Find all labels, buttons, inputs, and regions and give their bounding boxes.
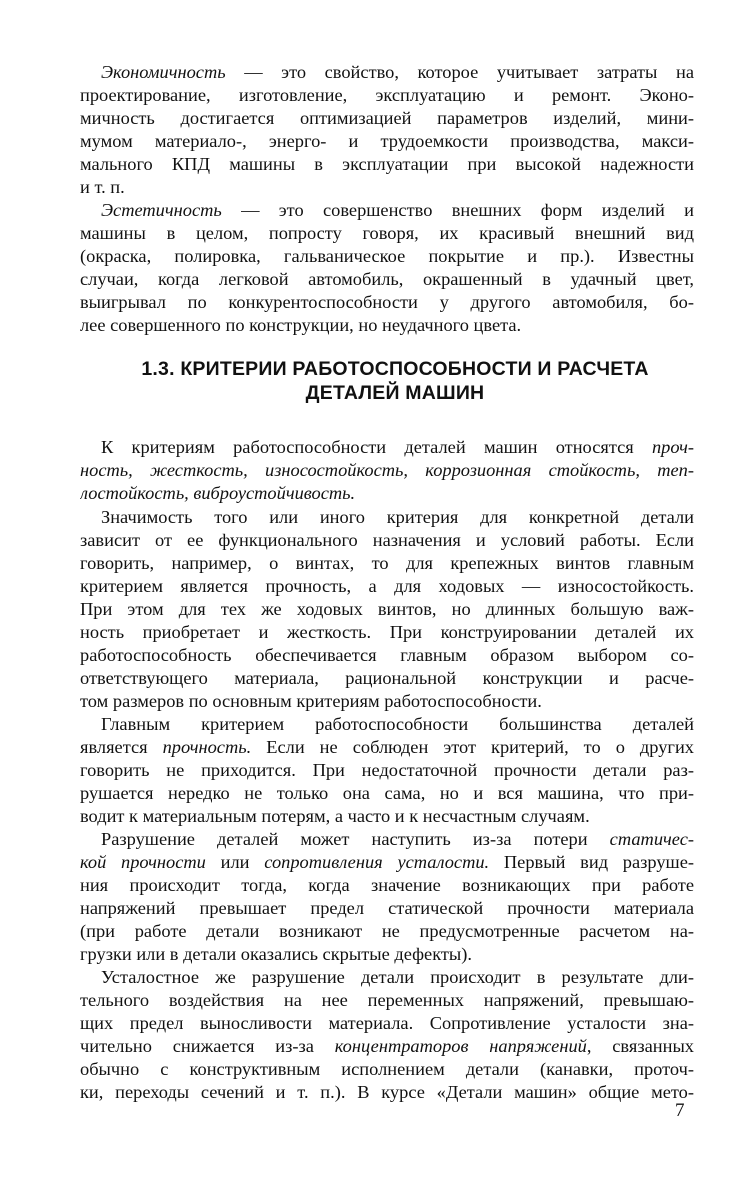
- text-line: лее совершенного по конструкции, но неудачного цвета.: [80, 315, 522, 335]
- text-line: случаи, когда легковой автомобиль, окрашенный в удачный цвет,: [80, 269, 694, 289]
- text-line: щих предел выносливости материала. Сопротивление усталости зна-: [80, 1013, 694, 1033]
- text-line: зависит от ее функционального назначения и условий работы. Если: [80, 530, 694, 550]
- text-line: чительно снижается из-за концентраторов напряжений, связанных: [80, 1036, 694, 1056]
- text-line: Усталостное же разрушение детали происходит в результате дли-: [101, 967, 694, 987]
- text-line: ния происходит тогда, когда значение возникающих при работе: [80, 875, 694, 895]
- text-line: лостойкость, виброустойчивость.: [80, 483, 356, 503]
- text-line: и т. п.: [80, 177, 125, 197]
- text-line: Главным критерием работоспособности большинства деталей: [101, 714, 694, 734]
- text-line: ность приобретает и жесткость. При конструировании деталей их: [80, 622, 694, 642]
- text-line: (окраска, полировка, гальваническое покрытие и пр.). Известны: [80, 246, 694, 266]
- term-aesthetics: Эстетичность: [101, 200, 222, 220]
- text-line: говорить, например, о винтах, то для крепежных винтов главным: [80, 553, 694, 573]
- text-line: грузки или в детали оказались скрытые дефекты).: [80, 944, 472, 964]
- text-line: говорить не приходится. При недостаточной прочности детали раз-: [80, 760, 694, 780]
- text-line: ки, переходы сечений и т. п.). В курсе «Детали машин» общие мето-: [80, 1082, 694, 1102]
- page-number: 7: [675, 1100, 685, 1121]
- text-line: К критериям работоспособности деталей машин относятся проч-: [101, 437, 694, 457]
- text-line: том размеров по основным критериям работоспособности.: [80, 691, 542, 711]
- term-economy: Экономичность: [101, 62, 226, 82]
- text-line: мичность достигается оптимизацией параметров изделий, мини-: [80, 108, 694, 128]
- text-line: критерием является прочность, а для ходовых — износостойкость.: [80, 576, 694, 596]
- text-line: Эстетичность — это совершенство внешних форм изделий и: [101, 200, 694, 220]
- text-line: работоспособность обеспечивается главным образом выбором со-: [80, 645, 694, 665]
- text-line: При этом для тех же ходовых винтов, но длинных большую важ-: [80, 599, 694, 619]
- text-line: машины в целом, попросту говоря, их красивый внешний вид: [80, 223, 694, 243]
- section-heading-line2: ДЕТАЛЕЙ МАШИН: [305, 382, 485, 404]
- text-line: кой прочности или сопротивления усталости. Первый вид разруше-: [80, 852, 694, 872]
- text-line: напряжений превышает предел статической прочности материала: [80, 898, 694, 918]
- text-line: (при работе детали возникают не предусмотренные расчетом на-: [80, 921, 694, 941]
- text-line: мального КПД машины в эксплуатации при высокой надежности: [80, 154, 694, 174]
- text-line: тельного воздействия на нее переменных напряжений, превышаю-: [80, 990, 694, 1010]
- text-line: Разрушение деталей может наступить из-за потери статичес-: [101, 829, 694, 849]
- section-heading-line1: 1.3. КРИТЕРИИ РАБОТОСПОСОБНОСТИ И РАСЧЕТА: [141, 358, 649, 380]
- text-line: обычно с конструктивным исполнением детали (канавки, проточ-: [80, 1059, 694, 1079]
- text-line: выигрывал по конкурентоспособности у другого автомобиля, бо-: [80, 292, 694, 312]
- text-line: ность, жесткость, износостойкость, коррозионная стойкость, теп-: [80, 460, 694, 480]
- text-line: ответствующего материала, рациональной конструкции и расче-: [80, 668, 694, 688]
- text-line: проектирование, изготовление, эксплуатацию и ремонт. Эконо-: [80, 85, 694, 105]
- text-line: рушается нередко не только она сама, но и вся машина, что при-: [80, 783, 694, 803]
- text-line: Экономичность — это свойство, которое учитывает затраты на: [101, 62, 694, 82]
- text-line: Значимость того или иного критерия для конкретной детали: [101, 507, 694, 527]
- text-line: является прочность. Если не соблюден этот критерий, то о других: [80, 737, 694, 757]
- text-line: мумом материало-, энерго- и трудоемкости производства, макси-: [80, 131, 694, 151]
- text-line: водит к материальным потерям, а часто и к несчастным случаям.: [80, 806, 590, 826]
